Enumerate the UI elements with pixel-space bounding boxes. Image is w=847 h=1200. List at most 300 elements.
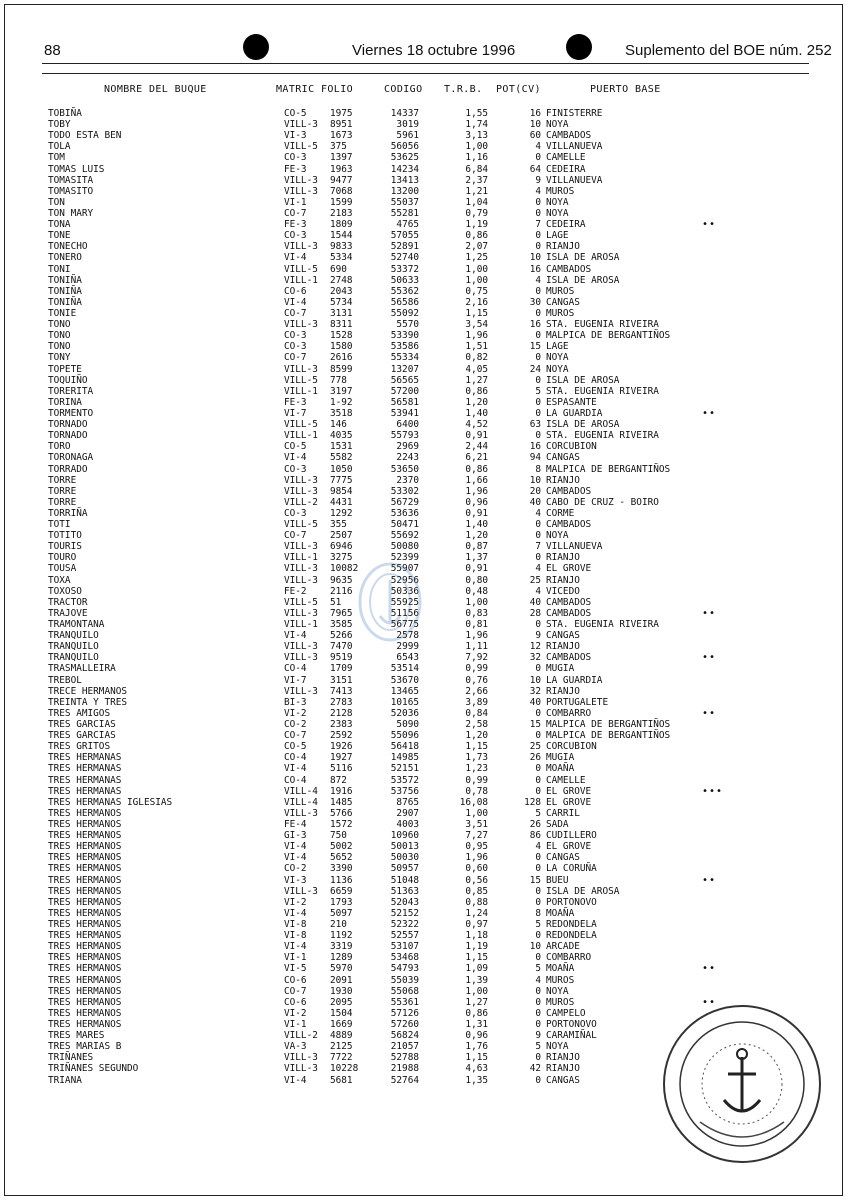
folio: 5970 <box>330 963 353 975</box>
codigo: 51363 <box>390 885 419 897</box>
matricula: VILL-4 <box>284 796 318 808</box>
matricula: VI-4 <box>284 941 307 953</box>
trb: 0,48 <box>465 585 488 597</box>
folio: 2128 <box>330 707 353 719</box>
folio: 5734 <box>330 296 353 308</box>
matricula: VI-5 <box>284 963 307 975</box>
table-row <box>0 241 847 252</box>
matricula: VI-7 <box>284 674 307 686</box>
folio: 1599 <box>330 196 353 208</box>
matricula: CO-4 <box>284 774 307 786</box>
vessel-name: TOTITO <box>48 530 82 542</box>
vessel-name: TRES HERMANAS <box>48 785 122 797</box>
trb: 0,86 <box>465 230 488 242</box>
trb: 0,83 <box>465 607 488 619</box>
vessel-name: TONE <box>48 230 71 242</box>
puerto-base: NOYA <box>546 207 569 219</box>
matricula: VILL-3 <box>284 885 318 897</box>
trb: 2,66 <box>465 685 488 697</box>
matricula: VILL-3 <box>284 541 318 553</box>
codigo: 21057 <box>390 1041 419 1053</box>
codigo: 55281 <box>390 207 419 219</box>
matricula: CO-3 <box>284 507 307 519</box>
vessel-name: TOXOSO <box>48 585 82 597</box>
puerto-base: PORTONOVO <box>546 1018 597 1030</box>
codigo: 5090 <box>396 719 419 731</box>
trb: 1,31 <box>465 1018 488 1030</box>
trb: 0,99 <box>465 663 488 675</box>
table-row <box>0 941 847 952</box>
table-row <box>0 175 847 186</box>
vessel-name: TONO <box>48 330 71 342</box>
row-marker: •• <box>702 996 717 1008</box>
potencia: 0 <box>535 330 541 342</box>
potencia: 40 <box>529 596 541 608</box>
table-row <box>0 508 847 519</box>
vessel-name: TRIÑANES <box>48 1052 94 1064</box>
matricula: VILL-2 <box>284 1030 318 1042</box>
folio: 51 <box>330 596 342 608</box>
trb: 1,00 <box>465 263 488 275</box>
vessel-name: TRES HERMANOS <box>48 807 122 819</box>
folio: 1963 <box>330 163 353 175</box>
table-row <box>0 675 847 686</box>
vessel-name: TORRADO <box>48 463 88 475</box>
trb: 0,85 <box>465 885 488 897</box>
vessel-name: TRES GRITOS <box>48 741 111 753</box>
codigo: 50030 <box>390 852 419 864</box>
matricula: VILL-3 <box>284 185 318 197</box>
vessel-name: TOLA <box>48 141 71 153</box>
trb: 0,87 <box>465 541 488 553</box>
vessel-name: TRIÑANES SEGUNDO <box>48 1063 139 1075</box>
folio: 1572 <box>330 819 353 830</box>
codigo: 52399 <box>390 552 419 564</box>
codigo: 50080 <box>390 541 419 553</box>
potencia: 0 <box>535 519 541 531</box>
vessel-name: TOM <box>48 152 65 164</box>
matricula: VILL-5 <box>284 263 318 275</box>
codigo: 50013 <box>390 841 419 853</box>
vessel-name: TOURIS <box>48 541 82 553</box>
vessel-name: TORONAGA <box>48 452 94 464</box>
puerto-base: COMBARRO <box>546 707 592 719</box>
vessel-name: TRES HERMANOS <box>48 996 122 1008</box>
punch-hole-left <box>243 34 269 60</box>
potencia: 5 <box>535 807 541 819</box>
trb: 7,92 <box>465 652 488 664</box>
folio: 1397 <box>330 152 353 164</box>
matricula: CO-7 <box>284 307 307 319</box>
potencia: 0 <box>535 1007 541 1019</box>
folio: 1975 <box>330 108 353 119</box>
folio: 146 <box>330 419 347 431</box>
folio: 7470 <box>330 641 353 653</box>
potencia: 9 <box>535 1030 541 1042</box>
matricula: VILL-3 <box>284 641 318 653</box>
trb: 3,51 <box>465 819 488 830</box>
codigo: 55096 <box>390 730 419 742</box>
folio: 3319 <box>330 941 353 953</box>
vessel-name: TRES MARIAS B <box>48 1041 122 1053</box>
table-row <box>0 486 847 497</box>
trb: 1,76 <box>465 1041 488 1053</box>
potencia: 0 <box>535 785 541 797</box>
matricula: VI-2 <box>284 707 307 719</box>
folio: 9635 <box>330 574 353 586</box>
vessel-name: TONO <box>48 319 71 331</box>
potencia: 0 <box>535 863 541 875</box>
trb: 1,96 <box>465 485 488 497</box>
puerto-base: RIANJO <box>546 552 580 564</box>
codigo: 56565 <box>390 374 419 386</box>
puerto-base: RIANJO <box>546 474 580 486</box>
codigo: 10960 <box>390 830 419 842</box>
folio: 1289 <box>330 952 353 964</box>
trb: 2,44 <box>465 441 488 453</box>
potencia: 4 <box>535 841 541 853</box>
table-row <box>0 386 847 397</box>
trb: 2,07 <box>465 241 488 253</box>
folio: 3131 <box>330 307 353 319</box>
codigo: 51048 <box>390 874 419 886</box>
potencia: 0 <box>535 430 541 442</box>
codigo: 53586 <box>390 341 419 353</box>
row-marker: ••• <box>702 785 724 797</box>
matricula: VILL-3 <box>284 363 318 375</box>
vessel-name: TOMASITA <box>48 174 94 186</box>
vessel-name: TONIÑA <box>48 285 82 297</box>
trb: 0,86 <box>465 1007 488 1019</box>
potencia: 0 <box>535 730 541 742</box>
puerto-base: BUEU <box>546 874 569 886</box>
puerto-base: EL GROVE <box>546 796 592 808</box>
codigo: 55334 <box>390 352 419 364</box>
folio: 7775 <box>330 474 353 486</box>
vessel-name: TRES AMIGOS <box>48 707 111 719</box>
potencia: 25 <box>529 741 541 753</box>
puerto-base: VILLANUEVA <box>546 141 603 153</box>
potencia: 10 <box>529 674 541 686</box>
codigo: 55692 <box>390 530 419 542</box>
potencia: 4 <box>535 974 541 986</box>
vessel-name: TRAJOVE <box>48 607 88 619</box>
matricula: CO-4 <box>284 663 307 675</box>
matricula: VI-8 <box>284 930 307 942</box>
trb: 1,27 <box>465 374 488 386</box>
codigo: 57126 <box>390 1007 419 1019</box>
vessel-name: TORRE <box>48 474 77 486</box>
codigo: 53636 <box>390 507 419 519</box>
potencia: 0 <box>535 230 541 242</box>
potencia: 5 <box>535 963 541 975</box>
table-row <box>0 141 847 152</box>
vessel-name: TRES HERMANOS <box>48 1018 122 1030</box>
codigo: 56586 <box>390 296 419 308</box>
table-row <box>0 464 847 475</box>
trb: 0,56 <box>465 874 488 886</box>
trb: 2,58 <box>465 719 488 731</box>
vessel-name: TREBOL <box>48 674 82 686</box>
puerto-base: MALPICA DE BERGANTIÑOS <box>546 330 671 342</box>
table-row <box>0 708 847 719</box>
trb: 1,19 <box>465 219 488 231</box>
puerto-base: CORME <box>546 507 575 519</box>
codigo: 57055 <box>390 230 419 242</box>
potencia: 0 <box>535 241 541 253</box>
potencia: 7 <box>535 219 541 231</box>
matricula: CO-2 <box>284 863 307 875</box>
table-row <box>0 130 847 141</box>
table-row <box>0 519 847 530</box>
folio: 5334 <box>330 252 353 264</box>
potencia: 4 <box>535 585 541 597</box>
table-row <box>0 775 847 786</box>
trb: 0,97 <box>465 918 488 930</box>
codigo: 50471 <box>390 519 419 531</box>
table-row <box>0 975 847 986</box>
vessel-name: TRES HERMANOS <box>48 963 122 975</box>
folio: 1927 <box>330 752 353 764</box>
table-row <box>0 986 847 997</box>
table-row <box>0 852 847 863</box>
vessel-name: TRASMALLEIRA <box>48 663 116 675</box>
vessel-name: TRES HERMANOS <box>48 819 122 830</box>
puerto-base: CAMELLE <box>546 152 586 164</box>
matricula: VILL-3 <box>284 807 318 819</box>
trb: 1,20 <box>465 530 488 542</box>
matricula: VILL-3 <box>284 563 318 575</box>
trb: 1,96 <box>465 630 488 642</box>
folio: 1-92 <box>330 396 353 408</box>
vessel-name: TRES HERMANOS <box>48 952 122 964</box>
codigo: 21988 <box>390 1063 419 1075</box>
table-row <box>0 186 847 197</box>
potencia: 5 <box>535 385 541 397</box>
table-row <box>0 919 847 930</box>
puerto-base: RIANJO <box>546 1052 580 1064</box>
vessel-name: TONIÑA <box>48 274 82 286</box>
puerto-base: NOYA <box>546 1041 569 1053</box>
folio: 5097 <box>330 907 353 919</box>
matricula: VI-4 <box>284 763 307 775</box>
col-header-port: PUERTO BASE <box>590 84 661 95</box>
puerto-base: ISLA DE AROSA <box>546 419 620 431</box>
potencia: 26 <box>529 819 541 830</box>
matricula: VI-1 <box>284 196 307 208</box>
table-row <box>0 152 847 163</box>
trb: 1,16 <box>465 152 488 164</box>
potencia: 0 <box>535 707 541 719</box>
matricula: CO-3 <box>284 463 307 475</box>
table-row <box>0 419 847 430</box>
table-row <box>0 430 847 441</box>
vessel-name: TOPETE <box>48 363 82 375</box>
codigo: 52322 <box>390 918 419 930</box>
trb: 1,00 <box>465 807 488 819</box>
matricula: VI-7 <box>284 407 307 419</box>
potencia: 15 <box>529 719 541 731</box>
puerto-base: CANGAS <box>546 452 580 464</box>
potencia: 0 <box>535 896 541 908</box>
folio: 1673 <box>330 130 353 142</box>
trb: 3,13 <box>465 130 488 142</box>
table-row <box>0 352 847 363</box>
potencia: 10 <box>529 941 541 953</box>
potencia: 8 <box>535 907 541 919</box>
row-marker: •• <box>702 874 717 886</box>
puerto-base: MUROS <box>546 285 575 297</box>
folio: 2091 <box>330 974 353 986</box>
codigo: 55092 <box>390 307 419 319</box>
codigo: 55907 <box>390 563 419 575</box>
header-rule <box>42 63 809 64</box>
potencia: 0 <box>535 1074 541 1086</box>
trb: 1,40 <box>465 407 488 419</box>
folio: 2125 <box>330 1041 353 1053</box>
table-row <box>0 441 847 452</box>
puerto-base: RIANJO <box>546 574 580 586</box>
punch-hole-right <box>566 34 592 60</box>
trb: 1,15 <box>465 307 488 319</box>
potencia: 0 <box>535 619 541 631</box>
col-header-name: NOMBRE DEL BUQUE <box>104 84 207 95</box>
potencia: 0 <box>535 407 541 419</box>
table-row <box>0 763 847 774</box>
trb: 0,79 <box>465 207 488 219</box>
codigo: 51156 <box>390 607 419 619</box>
codigo: 5961 <box>396 130 419 142</box>
vessel-name: TOXA <box>48 574 71 586</box>
issue-date: Viernes 18 octubre 1996 <box>352 42 516 59</box>
matricula: VILL-3 <box>284 652 318 664</box>
folio: 5582 <box>330 452 353 464</box>
codigo: 57200 <box>390 385 419 397</box>
trb: 1,20 <box>465 730 488 742</box>
table-row <box>0 730 847 741</box>
vessel-name: TODO ESTA BEN <box>48 130 122 142</box>
vessel-name: TOMASITO <box>48 185 94 197</box>
potencia: 0 <box>535 374 541 386</box>
puerto-base: STA. EUGENIA RIVEIRA <box>546 430 659 442</box>
trb: 1,27 <box>465 996 488 1008</box>
potencia: 63 <box>529 419 541 431</box>
table-row <box>0 686 847 697</box>
folio: 2043 <box>330 285 353 297</box>
vessel-name: TON MARY <box>48 207 94 219</box>
codigo: 55068 <box>390 985 419 997</box>
folio: 1136 <box>330 874 353 886</box>
codigo: 55793 <box>390 430 419 442</box>
trb: 3,54 <box>465 319 488 331</box>
potencia: 7 <box>535 541 541 553</box>
puerto-base: NOYA <box>546 196 569 208</box>
puerto-base: RIANJO <box>546 641 580 653</box>
puerto-base: CANGAS <box>546 630 580 642</box>
puerto-base: MUROS <box>546 307 575 319</box>
puerto-base: CEDEIRA <box>546 219 586 231</box>
trb: 0,82 <box>465 352 488 364</box>
table-row <box>0 875 847 886</box>
potencia: 5 <box>535 918 541 930</box>
puerto-base: STA. EUGENIA RIVEIRA <box>546 619 659 631</box>
matricula: CO-6 <box>284 285 307 297</box>
trb: 1,11 <box>465 641 488 653</box>
codigo: 6543 <box>396 652 419 664</box>
codigo: 50633 <box>390 274 419 286</box>
row-marker: •• <box>702 707 717 719</box>
puerto-base: PORTONOVO <box>546 896 597 908</box>
vessel-name: TRES HERMANOS <box>48 985 122 997</box>
trb: 0,86 <box>465 463 488 475</box>
codigo: 55039 <box>390 974 419 986</box>
table-row <box>0 108 847 119</box>
table-row <box>0 819 847 830</box>
puerto-base: MALPICA DE BERGANTIÑOS <box>546 463 671 475</box>
folio: 2183 <box>330 207 353 219</box>
potencia: 0 <box>535 1052 541 1064</box>
potencia: 0 <box>535 885 541 897</box>
potencia: 0 <box>535 763 541 775</box>
trb: 7,27 <box>465 830 488 842</box>
codigo: 53941 <box>390 407 419 419</box>
puerto-base: CAMBADOS <box>546 485 592 497</box>
folio: 6659 <box>330 885 353 897</box>
potencia: 16 <box>529 319 541 331</box>
matricula: FE-3 <box>284 396 307 408</box>
puerto-base: RIANJO <box>546 685 580 697</box>
codigo: 52956 <box>390 574 419 586</box>
codigo: 4003 <box>396 819 419 830</box>
folio: 750 <box>330 830 347 842</box>
table-row <box>0 530 847 541</box>
folio: 1930 <box>330 985 353 997</box>
puerto-base: ISLA DE AROSA <box>546 274 620 286</box>
codigo: 14985 <box>390 752 419 764</box>
trb: 1,20 <box>465 396 488 408</box>
folio: 1709 <box>330 663 353 675</box>
table-row <box>0 397 847 408</box>
matricula: BI-3 <box>284 696 307 708</box>
trb: 0,76 <box>465 674 488 686</box>
trb: 0,78 <box>465 785 488 797</box>
potencia: 40 <box>529 496 541 508</box>
puerto-base: MUROS <box>546 974 575 986</box>
potencia: 15 <box>529 874 541 886</box>
vessel-name: TONECHO <box>48 241 88 253</box>
trb: 1,15 <box>465 1052 488 1064</box>
codigo: 53756 <box>390 785 419 797</box>
folio: 9854 <box>330 485 353 497</box>
potencia: 0 <box>535 396 541 408</box>
table-row <box>0 164 847 175</box>
vessel-name: TONY <box>48 352 71 364</box>
potencia: 8 <box>535 463 541 475</box>
matricula: VILL-5 <box>284 419 318 431</box>
potencia: 24 <box>529 363 541 375</box>
folio: 1793 <box>330 896 353 908</box>
folio: 3197 <box>330 385 353 397</box>
puerto-base: SADA <box>546 819 569 830</box>
matricula: VILL-3 <box>284 1052 318 1064</box>
vessel-name: TRANQUILO <box>48 652 99 664</box>
table-row <box>0 541 847 552</box>
vessel-name: TRES HERMANAS <box>48 774 122 786</box>
row-marker: •• <box>702 219 717 231</box>
trb: 1,15 <box>465 741 488 753</box>
folio: 5681 <box>330 1074 353 1086</box>
trb: 1,39 <box>465 974 488 986</box>
